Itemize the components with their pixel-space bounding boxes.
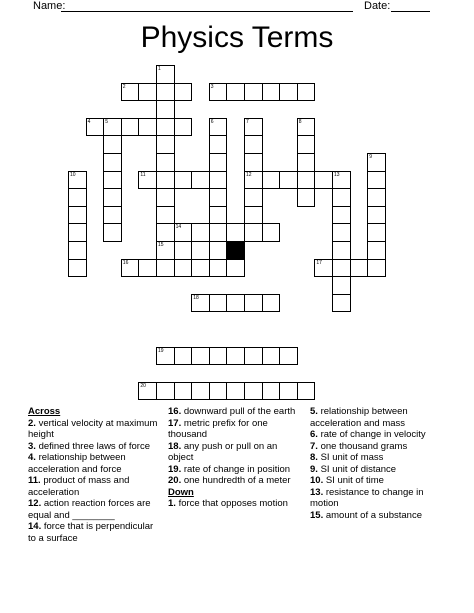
crossword-cell[interactable] [297, 153, 316, 172]
clue-text: metric prefix for one thousand [168, 417, 268, 440]
crossword-cell[interactable] [332, 206, 351, 225]
crossword-cell[interactable] [297, 188, 316, 207]
crossword-cell[interactable] [138, 171, 157, 190]
clues-column-3 [310, 406, 450, 521]
clue-item [168, 475, 303, 487]
clue-text: force that opposes motion [175, 498, 288, 509]
crossword-cell[interactable] [262, 294, 281, 313]
crossword-cell[interactable] [244, 223, 263, 242]
crossword-cell[interactable] [156, 100, 175, 119]
crossword-cell[interactable] [209, 206, 228, 225]
crossword-cell[interactable] [156, 347, 175, 366]
crossword-cell[interactable] [262, 347, 281, 366]
crossword-cell[interactable] [367, 153, 386, 172]
crossword-cell[interactable] [121, 118, 140, 137]
clue-number: 20. [168, 475, 182, 486]
clue-item [168, 464, 303, 476]
crossword-cell[interactable] [121, 259, 140, 278]
crossword-cell[interactable] [262, 83, 281, 102]
crossword-cell[interactable] [191, 294, 210, 313]
cell-number: 4 [87, 118, 91, 125]
clue-number: 3. [28, 440, 36, 452]
clue-number: 13. [310, 486, 324, 498]
clue-number: 16. [168, 406, 182, 417]
crossword-cell[interactable] [209, 241, 228, 260]
clue-number: 4. [28, 452, 36, 463]
crossword-cell[interactable] [367, 206, 386, 225]
crossword-cell[interactable] [209, 294, 228, 313]
crossword-cell[interactable] [226, 347, 245, 366]
cell-number: 15 [158, 242, 164, 248]
clue-text: resistance to change in motion [310, 486, 424, 509]
clue-item [168, 498, 303, 510]
clue-item [310, 406, 450, 429]
cell-number: 10 [70, 171, 76, 178]
crossword-cell[interactable] [68, 171, 87, 190]
crossword-cell[interactable] [191, 382, 210, 401]
clue-number: 18. [168, 440, 182, 452]
clue-text: SI unit of mass [317, 452, 384, 463]
clue-text: downward pull of the earth [181, 406, 296, 417]
crossword-cell[interactable] [262, 382, 281, 401]
crossword-cell[interactable] [156, 135, 175, 154]
clues-column-1 [28, 406, 163, 544]
crossword-cell[interactable] [209, 135, 228, 154]
clue-text: product of mass and acceleration [28, 475, 130, 498]
crossword-cell[interactable] [138, 259, 157, 278]
crossword-cell[interactable] [297, 118, 316, 137]
cell-number: 13 [334, 171, 340, 178]
clue-text: relationship between acceleration and force [28, 452, 126, 475]
clue-number: 1. [168, 498, 176, 509]
crossword-cell[interactable] [367, 171, 386, 190]
crossword-cell[interactable] [262, 223, 281, 242]
crossword-cell[interactable] [209, 153, 228, 172]
crossword-cell[interactable] [244, 206, 263, 225]
crossword-cell[interactable] [226, 223, 245, 242]
crossword-cell[interactable] [244, 135, 263, 154]
crossword-cell[interactable] [279, 171, 298, 190]
cell-number: 5 [105, 118, 108, 125]
clue-text: relationship between acceleration and mass [310, 406, 408, 429]
crossword-cell[interactable] [68, 223, 87, 242]
clue-item [28, 521, 163, 544]
crossword-cell[interactable] [226, 259, 245, 278]
clue-text: amount of a substance [323, 509, 422, 521]
down-heading: Down [168, 486, 194, 498]
clue-text: action reaction forces are equal and ________ [28, 498, 151, 521]
crossword-cell[interactable] [156, 259, 175, 278]
clue-number: 15. [310, 509, 324, 521]
clue-text: SI unit of time [323, 475, 384, 486]
clue-number: 7. [310, 440, 318, 452]
name-label: Name: [33, 0, 66, 12]
crossword-cell[interactable] [103, 171, 122, 190]
crossword-cell[interactable] [174, 171, 193, 190]
clue-text: any push or pull on an object [168, 440, 278, 463]
clue-item [310, 429, 450, 441]
clue-text: one hundredth of a meter [181, 475, 291, 486]
clue-number: 14. [28, 521, 42, 532]
crossword-cell[interactable] [191, 347, 210, 366]
cell-number: 8 [298, 118, 302, 125]
crossword-cell[interactable] [350, 259, 369, 278]
crossword-cell[interactable] [367, 223, 386, 242]
crossword-cell[interactable] [226, 294, 245, 313]
cell-number: 11 [140, 171, 146, 178]
crossword-cell[interactable] [297, 171, 316, 190]
cell-number: 2 [122, 83, 126, 90]
clue-number: 10. [310, 475, 324, 486]
clue-item [28, 418, 163, 441]
clue-item [310, 441, 450, 453]
crossword-cell[interactable] [68, 206, 87, 225]
crossword-cell[interactable] [367, 259, 386, 278]
cell-number: 9 [369, 154, 372, 160]
clue-item [310, 475, 450, 487]
crossword-cell[interactable] [314, 171, 333, 190]
clue-text: one thousand grams [317, 440, 408, 452]
crossword-cell[interactable] [103, 118, 122, 137]
crossword-cell[interactable] [244, 118, 263, 137]
crossword-cell[interactable] [279, 83, 298, 102]
date-label: Date: [364, 0, 391, 12]
clue-item [28, 498, 163, 521]
crossword-cell[interactable] [367, 188, 386, 207]
clue-number: 12. [28, 498, 42, 509]
crossword-cell[interactable] [332, 259, 351, 278]
date-field[interactable] [391, 11, 430, 12]
cell-number: 19 [158, 347, 164, 354]
cell-number: 16 [122, 259, 129, 266]
cell-number: 3 [210, 83, 214, 90]
cell-number: 17 [316, 259, 322, 266]
crossword-cell[interactable] [174, 259, 193, 278]
crossword-cell[interactable] [156, 188, 175, 207]
clue-text: defined three laws of force [35, 440, 151, 452]
crossword-cell[interactable] [138, 382, 157, 401]
crossword-cell[interactable] [103, 223, 122, 242]
crossword-cell[interactable] [68, 241, 87, 260]
crossword-cell[interactable] [244, 171, 263, 190]
clue-item [310, 487, 450, 510]
crossword-cell[interactable] [86, 118, 105, 137]
crossword-cell[interactable] [156, 206, 175, 225]
crossword-cell[interactable] [191, 259, 210, 278]
clue-item [28, 475, 163, 498]
crossword-cell[interactable] [244, 83, 263, 102]
clue-item [28, 452, 163, 475]
crossword-cell[interactable] [209, 188, 228, 207]
crossword-cell[interactable] [174, 382, 193, 401]
crossword-cell[interactable] [244, 153, 263, 172]
clue-text: rate of change in velocity [317, 429, 426, 440]
crossword-cell[interactable] [209, 171, 228, 190]
crossword-cell[interactable] [332, 171, 351, 190]
crossword-cell[interactable] [103, 135, 122, 154]
cell-number: 7 [246, 118, 249, 125]
clue-number: 11. [28, 475, 41, 486]
crossword-cell[interactable] [191, 171, 210, 190]
crossword-cell[interactable] [191, 223, 210, 242]
crossword-cell[interactable] [244, 188, 263, 207]
name-field[interactable] [61, 11, 353, 12]
crossword-cell[interactable] [156, 171, 175, 190]
down-clue-list-cont [310, 406, 450, 521]
crossword-cell[interactable] [68, 188, 87, 207]
clue-number: 5. [310, 406, 318, 417]
clues-column-2 [168, 406, 303, 510]
clue-text: force that is perpendicular to a surface [28, 521, 154, 544]
down-clue-list [168, 498, 303, 510]
crossword-cell[interactable] [156, 65, 175, 84]
crossword-cell[interactable] [209, 382, 228, 401]
clue-item [168, 441, 303, 464]
page-title: Physics Terms [140, 21, 334, 54]
crossword-cell[interactable] [138, 83, 157, 102]
clue-number: 19. [168, 463, 182, 475]
crossword-cell[interactable] [314, 259, 333, 278]
crossword-cell[interactable] [174, 241, 193, 260]
crossword-cell[interactable] [174, 118, 193, 137]
crossword-cell[interactable] [209, 223, 228, 242]
across-clue-list-cont [168, 406, 303, 487]
crossword-cell[interactable] [174, 83, 193, 102]
clue-number: 6. [310, 429, 318, 440]
crossword-cell[interactable] [156, 241, 175, 260]
crossword-cell[interactable] [68, 259, 87, 278]
clue-text: vertical velocity at maximum height [28, 417, 158, 440]
crossword-cell[interactable] [332, 276, 351, 295]
crossword-cell[interactable] [279, 382, 298, 401]
across-heading: Across [28, 406, 61, 417]
crossword-cell[interactable] [103, 188, 122, 207]
black-cell [226, 241, 245, 260]
crossword-cell[interactable] [297, 83, 316, 102]
cell-number: 12 [246, 171, 252, 178]
crossword-cell[interactable] [332, 223, 351, 242]
crossword-cell[interactable] [209, 347, 228, 366]
crossword-cell[interactable] [121, 83, 140, 102]
crossword-cell[interactable] [244, 347, 263, 366]
clue-item [168, 406, 303, 418]
clue-text: SI unit of distance [317, 463, 397, 475]
clue-item [168, 418, 303, 441]
crossword-cell[interactable] [174, 223, 193, 242]
clue-text: rate of change in position [181, 463, 291, 475]
header [0, 0, 474, 14]
crossword-cell[interactable] [209, 83, 228, 102]
crossword-cell[interactable] [226, 382, 245, 401]
cell-number: 18 [193, 294, 199, 301]
clue-item [310, 510, 450, 522]
crossword-cell[interactable] [332, 188, 351, 207]
clue-item [28, 441, 163, 453]
crossword-cell[interactable] [297, 135, 316, 154]
crossword-cell[interactable] [297, 382, 316, 401]
cell-number: 1 [158, 66, 161, 72]
crossword-cell[interactable] [209, 118, 228, 137]
crossword-cell[interactable] [367, 241, 386, 260]
crossword-cell[interactable] [262, 171, 281, 190]
clue-item [310, 464, 450, 476]
crossword-cell[interactable] [244, 382, 263, 401]
crossword-cell[interactable] [156, 83, 175, 102]
crossword-cell[interactable] [244, 294, 263, 313]
clue-number: 2. [28, 417, 36, 429]
crossword-cell[interactable] [156, 118, 175, 137]
crossword-cell[interactable] [138, 118, 157, 137]
crossword-cell[interactable] [103, 206, 122, 225]
cell-number: 14 [175, 224, 182, 231]
crossword-cell[interactable] [156, 153, 175, 172]
crossword-cell[interactable] [156, 382, 175, 401]
clue-number: 17. [168, 417, 182, 429]
clue-item [310, 452, 450, 464]
crossword-cell[interactable] [332, 241, 351, 260]
clue-number: 8. [310, 452, 318, 463]
crossword-cell[interactable] [332, 294, 351, 313]
clue-number: 9. [310, 463, 318, 475]
crossword-cell[interactable] [279, 347, 298, 366]
crossword-cell[interactable] [156, 223, 175, 242]
crossword-cell[interactable] [174, 347, 193, 366]
cell-number: 6 [210, 118, 214, 125]
across-clue-list [28, 418, 163, 545]
crossword-cell[interactable] [209, 259, 228, 278]
crossword-cell[interactable] [226, 83, 245, 102]
crossword-cell[interactable] [103, 153, 122, 172]
cell-number: 20 [140, 382, 146, 389]
